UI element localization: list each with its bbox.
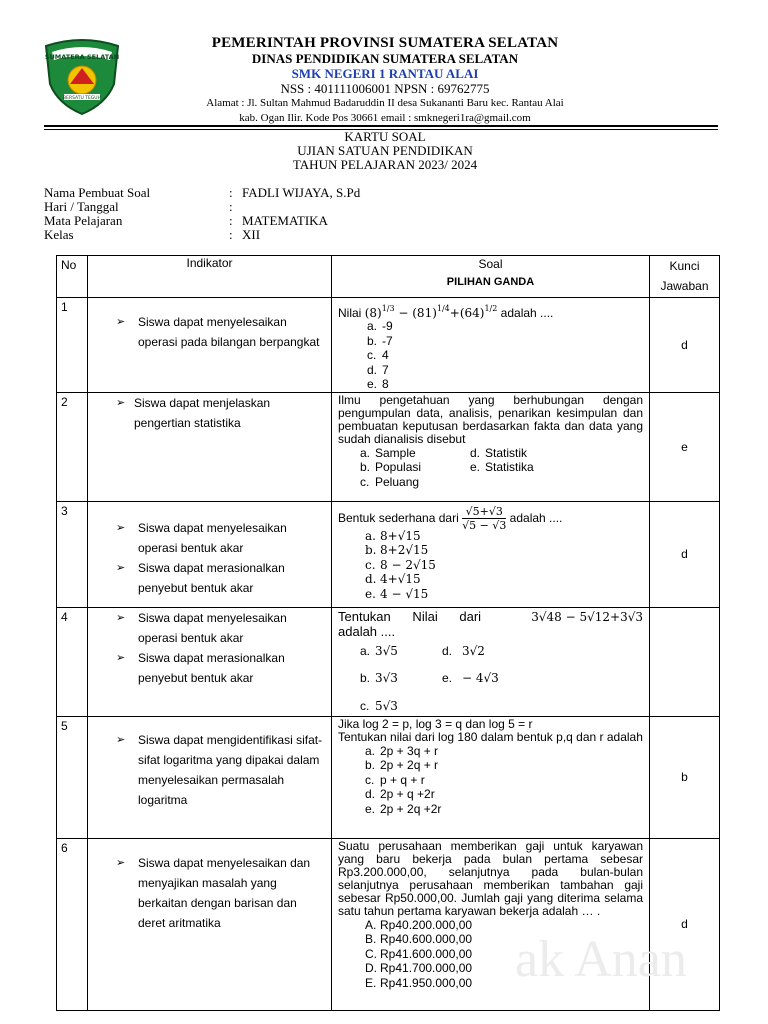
row-kunci xyxy=(650,607,720,716)
row-indikator: ➢ Siswa dapat menyelesaikan operasi bentuk akar ➢ Siswa dapat merasionalkan penyebut bentuk akar xyxy=(88,607,332,716)
options-list xyxy=(338,319,643,392)
header-no: No xyxy=(57,256,88,298)
title-line-3: TAHUN PELAJARAN 2023/ 2024 xyxy=(292,157,478,172)
exponent-expression: $(8)^{1/3} - (81)^{1/4}+(64)^{1/2}$ xyxy=(364,304,498,320)
question-text: Ilmu pengetahuan yang berhubungan dengan pengumpulan data, analisis, penarikan kesimpulan dan pembuatan keputusan berdasarkan fakta dan data yang sudah dianalisis disebut xyxy=(338,392,643,446)
meta-row: Mata Pelajaran : MATEMATIKA xyxy=(44,213,328,228)
row-number: 3 xyxy=(57,501,88,607)
option: a. 8+√15 xyxy=(365,528,421,543)
question-text: Bentuk sederhana dari $\frac{√5+√3}{√5 - √3}$ adalah .... xyxy=(338,504,563,532)
option: C. Rp41.600.000,00 xyxy=(365,946,473,961)
option: b. 3√3 xyxy=(360,670,398,685)
row-number: 6 xyxy=(57,838,88,1010)
header-kunci: Kunci Jawaban xyxy=(650,256,720,298)
table-row xyxy=(57,298,720,393)
question-text: Tentukan Nilai dari 3√48 − 5√12+3√3 xyxy=(338,608,643,624)
header-pilihan-ganda: PILIHAN GANDA xyxy=(446,276,535,288)
row-indikator: ➢ Siswa dapat mengidentifikasi sifat-sifat logaritma yang dipakai dalam menyelesaikan permasalah logaritma xyxy=(88,716,332,838)
table-row xyxy=(57,607,720,716)
row-soal: Tentukan Nilai dari 3√48 − 5√12+3√3 adalah .... a. 3√5 d. 3√2 b. 3√3 e. − 4√3 c. 5√3 xyxy=(332,607,650,716)
table-row xyxy=(57,716,720,838)
header-indikator: Indikator xyxy=(88,256,332,298)
option: a. Sample xyxy=(360,445,416,460)
option: c. 8 − 2√15 xyxy=(365,557,436,572)
question-text: Tentukan nilai dari log 180 dalam bentuk p,q dan r adalah xyxy=(338,729,643,744)
options-grid xyxy=(338,446,643,490)
letterhead xyxy=(130,36,640,126)
option: b. Populasi xyxy=(360,460,422,474)
meta-row: Nama Pembuat Soal : FADLI WIJAYA, S.Pd xyxy=(44,185,361,200)
option: d. 2p + q +2r xyxy=(365,787,435,801)
row-kunci: d xyxy=(650,501,720,607)
options-grid xyxy=(338,638,643,716)
option: b. 8+2√15 xyxy=(365,543,429,557)
fraction-expression: $\frac{√5+√3}{√5 - √3}$ xyxy=(462,504,507,532)
option: a. -9 xyxy=(367,319,393,333)
option: d. Statistik xyxy=(470,445,528,460)
option: c. 4 xyxy=(367,348,389,362)
address-line-1: Alamat : Jl. Sultan Mahmud Badaruddin II desa Sukananti Baru kec. Rantau Alai xyxy=(206,97,564,109)
options-list xyxy=(338,744,643,817)
row-number: 5 xyxy=(57,716,88,838)
options-list xyxy=(338,529,643,602)
row-number: 1 xyxy=(57,298,88,393)
row-kunci: d xyxy=(650,298,720,393)
row-indikator: ➢ Siswa dapat menyelesaikan dan menyajikan masalah yang berkaitan dengan barisan dan deret aritmatika xyxy=(88,838,332,1010)
question-text: Nilai $(8)^{1/3} - (81)^{1/4}+(64)^{1/2}$ adalah .... xyxy=(338,304,554,320)
option: c. Peluang xyxy=(360,474,420,489)
option: e. − 4√3 xyxy=(442,670,499,685)
table-header xyxy=(57,256,720,298)
logo-motto: BERSATU TEGUH xyxy=(63,96,101,101)
watermark: ak Anan xyxy=(515,931,687,988)
option: e. Statistika xyxy=(470,460,534,474)
row-soal xyxy=(332,501,650,607)
row-kunci: b xyxy=(650,716,720,838)
header-soal: Soal PILIHAN GANDA xyxy=(332,256,650,298)
option: a. 2p + 3q + r xyxy=(365,743,439,758)
school-logo-shield-icon xyxy=(40,38,124,116)
meta-row: Kelas : XII xyxy=(44,227,261,242)
table-row xyxy=(57,501,720,607)
question-table xyxy=(56,255,720,1011)
meta-row: Hari / Tanggal : xyxy=(44,199,233,214)
option: B. Rp40.600.000,00 xyxy=(365,932,473,946)
title-line-1: KARTU SOAL xyxy=(344,129,426,144)
option: e. 2p + 2q +2r xyxy=(365,801,442,816)
row-soal xyxy=(332,298,650,393)
document-title xyxy=(200,130,570,172)
option: d. 4+√15 xyxy=(365,572,421,586)
row-kunci: d xyxy=(650,838,720,1010)
row-number: 4 xyxy=(57,607,88,716)
option: e. 4 − √15 xyxy=(365,586,429,601)
option: c. p + q + r xyxy=(365,772,425,787)
row-indikator: ➢ Siswa dapat menjelaskan pengertian statistika xyxy=(88,392,332,501)
school-name: SMK NEGERI 1 RANTAU ALAI xyxy=(291,66,479,81)
meta-info xyxy=(44,186,544,242)
option: c. 5√3 xyxy=(360,698,398,713)
letterhead-divider xyxy=(44,125,718,127)
option: E. Rp41.950.000,00 xyxy=(365,975,473,990)
option: D. Rp41.700.000,00 xyxy=(365,961,473,975)
option: d. 7 xyxy=(367,362,389,377)
row-indikator: ➢ Siswa dapat menyelesaikan operasi pada bilangan berpangkat xyxy=(88,298,332,393)
gov-name: PEMERINTAH PROVINSI SUMATERA SELATAN xyxy=(211,35,559,51)
option: b. -7 xyxy=(367,333,393,348)
agency-name: DINAS PENDIDIKAN SUMATERA SELATAN xyxy=(251,51,519,66)
logo-text: SUMATERA SELATAN xyxy=(44,53,120,61)
row-kunci: e xyxy=(650,392,720,501)
table-row xyxy=(57,392,720,501)
question-text: Suatu perusahaan memberikan gaji untuk karyawan yang baru bekerja pada bulan pertama sebesar Rp3.200.000,00, selanjutnya pada bulan-bulan selanjutnya perusahaan memberikan tambahan gaji sebesar Rp50.000,00. Jumlah gaji yang diterima selama satu tahun pertama karyawan bekerja adalah … . xyxy=(338,838,643,918)
row-soal: Jika log 2 = p, log 3 = q dan log 5 = r Tentukan nilai dari log 180 dalam bentuk p,q dan r adalah a. 2p + 3q + r b. 2p + 2q + r c. p + q + r d. 2p + q +2r e. 2p + 2q +2r xyxy=(332,716,650,838)
option: a. 3√5 xyxy=(360,643,398,658)
option: d. 3√2 xyxy=(442,643,485,658)
option: b. 2p + 2q + r xyxy=(365,758,439,772)
option: e. 8 xyxy=(367,377,389,391)
title-line-2: UJIAN SATUAN PENDIDIKAN xyxy=(297,143,473,158)
row-soal xyxy=(332,392,650,501)
option: A. Rp40.200.000,00 xyxy=(365,917,473,932)
address-line-2: kab. Ogan Ilir. Kode Pos 30661 email : smknegeri1ra@gmail.com xyxy=(239,112,531,124)
school-ids: NSS : 401111006001 NPSN : 69762775 xyxy=(280,81,490,96)
row-number: 2 xyxy=(57,392,88,501)
row-indikator: ➢ Siswa dapat menyelesaikan operasi bentuk akar ➢ Siswa dapat merasionalkan penyebut bentuk akar xyxy=(88,501,332,607)
